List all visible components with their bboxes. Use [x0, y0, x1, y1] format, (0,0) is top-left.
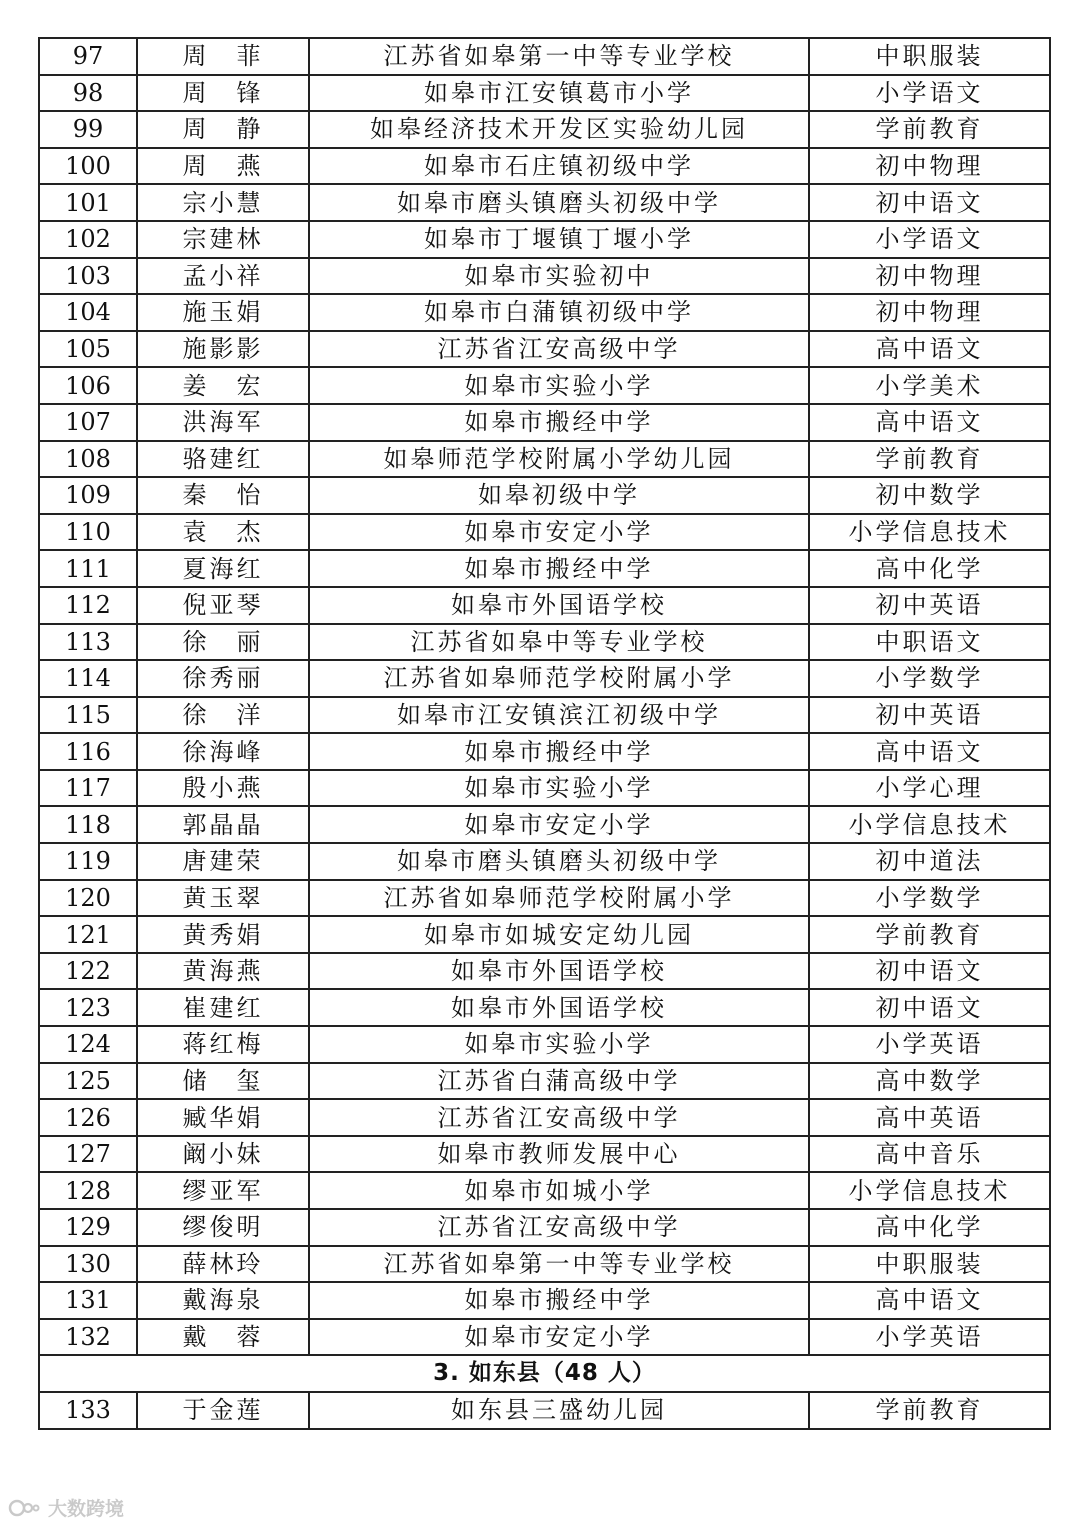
- row-number: 105: [39, 331, 137, 368]
- row-number: 124: [39, 1026, 137, 1063]
- teacher-name: 臧华娟: [137, 1099, 309, 1136]
- table-row: [39, 221, 1050, 258]
- school-name: 如皋市实验小学: [309, 367, 809, 404]
- teacher-name: 殷小燕: [137, 770, 309, 807]
- row-number: 99: [39, 111, 137, 148]
- school-name: 江苏省江安高级中学: [309, 1209, 809, 1246]
- row-number: 117: [39, 770, 137, 807]
- table-row: [39, 1246, 1050, 1283]
- subject-name: 中职语文: [809, 624, 1050, 661]
- teacher-name: 唐建荣: [137, 843, 309, 880]
- subject-name: 中职服装: [809, 1246, 1050, 1283]
- subject-name: 高中化学: [809, 550, 1050, 587]
- subject-name: 小学语文: [809, 75, 1050, 112]
- row-number: 114: [39, 660, 137, 697]
- table-row: [39, 1282, 1050, 1319]
- school-name: 如皋市如城安定幼儿园: [309, 916, 809, 953]
- subject-name: 高中英语: [809, 1099, 1050, 1136]
- teacher-name: 周 燕: [137, 148, 309, 185]
- table-row: [39, 111, 1050, 148]
- row-number: 133: [39, 1392, 137, 1429]
- school-name: 如皋市丁堰镇丁堰小学: [309, 221, 809, 258]
- school-name: 如皋市搬经中学: [309, 1282, 809, 1319]
- teacher-name: 郭晶晶: [137, 806, 309, 843]
- teacher-name: 戴海泉: [137, 1282, 309, 1319]
- subject-name: 小学信息技术: [809, 1172, 1050, 1209]
- teacher-name: 蒋红梅: [137, 1026, 309, 1063]
- teacher-name: 宗小慧: [137, 184, 309, 221]
- table-row: [39, 587, 1050, 624]
- table-row: [39, 624, 1050, 661]
- table-row: [39, 916, 1050, 953]
- subject-name: 高中化学: [809, 1209, 1050, 1246]
- teacher-name: 徐海峰: [137, 733, 309, 770]
- row-number: 106: [39, 367, 137, 404]
- row-number: 120: [39, 880, 137, 917]
- school-name: 江苏省如皋第一中等专业学校: [309, 38, 809, 75]
- row-number: 110: [39, 514, 137, 551]
- subject-name: 学前教育: [809, 111, 1050, 148]
- table-row: [39, 148, 1050, 185]
- teacher-name: 夏海红: [137, 550, 309, 587]
- table-row: [39, 514, 1050, 551]
- table-row: [39, 1209, 1050, 1246]
- teacher-name: 薛林玲: [137, 1246, 309, 1283]
- row-number: 130: [39, 1246, 137, 1283]
- teacher-name: 戴 蓉: [137, 1319, 309, 1356]
- school-name: 如皋市搬经中学: [309, 733, 809, 770]
- table-row: [39, 1063, 1050, 1100]
- row-number: 115: [39, 697, 137, 734]
- subject-name: 高中数学: [809, 1063, 1050, 1100]
- teacher-name: 于金莲: [137, 1392, 309, 1429]
- table-row: [39, 477, 1050, 514]
- row-number: 131: [39, 1282, 137, 1319]
- subject-name: 小学美术: [809, 367, 1050, 404]
- table-row: [39, 989, 1050, 1026]
- subject-name: 高中音乐: [809, 1136, 1050, 1173]
- subject-name: 高中语文: [809, 404, 1050, 441]
- subject-name: 小学英语: [809, 1026, 1050, 1063]
- teacher-name: 施玉娟: [137, 294, 309, 331]
- table-row: [39, 331, 1050, 368]
- teacher-name: 施影影: [137, 331, 309, 368]
- teacher-name: 周 菲: [137, 38, 309, 75]
- table-row: [39, 1136, 1050, 1173]
- subject-name: 初中语文: [809, 953, 1050, 990]
- table-row: [39, 660, 1050, 697]
- teacher-name: 储 玺: [137, 1063, 309, 1100]
- teacher-name: 黄秀娟: [137, 916, 309, 953]
- subject-name: 小学数学: [809, 880, 1050, 917]
- subject-name: 初中语文: [809, 184, 1050, 221]
- school-name: 如皋市搬经中学: [309, 404, 809, 441]
- row-number: 108: [39, 441, 137, 478]
- section-header-row: [39, 1355, 1050, 1392]
- subject-name: 小学英语: [809, 1319, 1050, 1356]
- school-name: 如皋市白蒲镇初级中学: [309, 294, 809, 331]
- school-name: 如皋市外国语学校: [309, 989, 809, 1026]
- table-row: [39, 953, 1050, 990]
- table-row: [39, 806, 1050, 843]
- subject-name: 学前教育: [809, 1392, 1050, 1429]
- school-name: 江苏省白蒲高级中学: [309, 1063, 809, 1100]
- subject-name: 小学信息技术: [809, 806, 1050, 843]
- teacher-name: 徐 丽: [137, 624, 309, 661]
- school-name: 如皋市教师发展中心: [309, 1136, 809, 1173]
- subject-name: 学前教育: [809, 441, 1050, 478]
- table-row: [39, 1319, 1050, 1356]
- school-name: 江苏省如皋师范学校附属小学: [309, 880, 809, 917]
- row-number: 121: [39, 916, 137, 953]
- school-name: 如皋市江安镇葛市小学: [309, 75, 809, 112]
- row-number: 129: [39, 1209, 137, 1246]
- table-row: [39, 770, 1050, 807]
- school-name: 如皋市安定小学: [309, 514, 809, 551]
- table-row: [39, 880, 1050, 917]
- teacher-name: 宗建林: [137, 221, 309, 258]
- school-name: 如皋经济技术开发区实验幼儿园: [309, 111, 809, 148]
- row-number: 104: [39, 294, 137, 331]
- teacher-name: 洪海军: [137, 404, 309, 441]
- table-row: [39, 38, 1050, 75]
- row-number: 109: [39, 477, 137, 514]
- table-row: [39, 697, 1050, 734]
- row-number: 101: [39, 184, 137, 221]
- subject-name: 小学数学: [809, 660, 1050, 697]
- subject-name: 小学心理: [809, 770, 1050, 807]
- teacher-name: 倪亚琴: [137, 587, 309, 624]
- table-row: [39, 1172, 1050, 1209]
- row-number: 100: [39, 148, 137, 185]
- school-name: 江苏省如皋第一中等专业学校: [309, 1246, 809, 1283]
- teacher-name: 袁 杰: [137, 514, 309, 551]
- row-number: 112: [39, 587, 137, 624]
- school-name: 江苏省江安高级中学: [309, 331, 809, 368]
- table-row: [39, 367, 1050, 404]
- teacher-name: 阚小妹: [137, 1136, 309, 1173]
- table-row: [39, 404, 1050, 441]
- school-name: 如皋市磨头镇磨头初级中学: [309, 184, 809, 221]
- teacher-name: 秦 怡: [137, 477, 309, 514]
- school-name: 如皋初级中学: [309, 477, 809, 514]
- row-number: 132: [39, 1319, 137, 1356]
- section-title: 3. 如东县（48 人）: [39, 1355, 1050, 1392]
- subject-name: 小学信息技术: [809, 514, 1050, 551]
- row-number: 127: [39, 1136, 137, 1173]
- teacher-name: 徐 洋: [137, 697, 309, 734]
- row-number: 128: [39, 1172, 137, 1209]
- watermark-text: 大数跨境: [48, 1498, 125, 1520]
- row-number: 113: [39, 624, 137, 661]
- subject-name: 初中数学: [809, 477, 1050, 514]
- subject-name: 学前教育: [809, 916, 1050, 953]
- school-name: 如皋市江安镇滨江初级中学: [309, 697, 809, 734]
- school-name: 江苏省江安高级中学: [309, 1099, 809, 1136]
- table-row: [39, 258, 1050, 295]
- row-number: 107: [39, 404, 137, 441]
- table-row: [39, 184, 1050, 221]
- school-name: 如皋市安定小学: [309, 806, 809, 843]
- row-number: 119: [39, 843, 137, 880]
- teacher-name: 徐秀丽: [137, 660, 309, 697]
- teacher-name: 周 锋: [137, 75, 309, 112]
- school-name: 如皋市实验小学: [309, 770, 809, 807]
- row-number: 103: [39, 258, 137, 295]
- table-row: [39, 733, 1050, 770]
- table-row: [39, 1392, 1050, 1429]
- row-number: 111: [39, 550, 137, 587]
- teacher-name: 骆建红: [137, 441, 309, 478]
- row-number: 98: [39, 75, 137, 112]
- subject-name: 初中物理: [809, 294, 1050, 331]
- school-name: 江苏省如皋师范学校附属小学: [309, 660, 809, 697]
- subject-name: 高中语文: [809, 733, 1050, 770]
- table-row: [39, 294, 1050, 331]
- subject-name: 高中语文: [809, 331, 1050, 368]
- subject-name: 小学语文: [809, 221, 1050, 258]
- school-name: 如皋师范学校附属小学幼儿园: [309, 441, 809, 478]
- table-row: [39, 1026, 1050, 1063]
- row-number: 118: [39, 806, 137, 843]
- subject-name: 初中语文: [809, 989, 1050, 1026]
- school-name: 如皋市实验初中: [309, 258, 809, 295]
- teacher-name: 黄海燕: [137, 953, 309, 990]
- school-name: 如皋市外国语学校: [309, 587, 809, 624]
- subject-name: 初中英语: [809, 697, 1050, 734]
- school-name: 如皋市安定小学: [309, 1319, 809, 1356]
- brand-logo-icon: [8, 1497, 42, 1519]
- row-number: 97: [39, 38, 137, 75]
- row-number: 126: [39, 1099, 137, 1136]
- subject-name: 初中物理: [809, 148, 1050, 185]
- teacher-name: 黄玉翠: [137, 880, 309, 917]
- table-row: [39, 550, 1050, 587]
- teacher-name: 周 静: [137, 111, 309, 148]
- subject-name: 初中物理: [809, 258, 1050, 295]
- school-name: 如皋市如城小学: [309, 1172, 809, 1209]
- subject-name: 初中道法: [809, 843, 1050, 880]
- row-number: 102: [39, 221, 137, 258]
- table-row: [39, 75, 1050, 112]
- school-name: 如皋市石庄镇初级中学: [309, 148, 809, 185]
- subject-name: 高中语文: [809, 1282, 1050, 1319]
- watermark: [8, 1494, 124, 1521]
- row-number: 116: [39, 733, 137, 770]
- row-number: 123: [39, 989, 137, 1026]
- teacher-list-table: [38, 37, 1051, 1430]
- teacher-name: 缪俊明: [137, 1209, 309, 1246]
- table-row: [39, 441, 1050, 478]
- subject-name: 中职服装: [809, 38, 1050, 75]
- teacher-name: 姜 宏: [137, 367, 309, 404]
- school-name: 如皋市磨头镇磨头初级中学: [309, 843, 809, 880]
- school-name: 如皋市搬经中学: [309, 550, 809, 587]
- school-name: 如皋市外国语学校: [309, 953, 809, 990]
- teacher-name: 孟小祥: [137, 258, 309, 295]
- teacher-name: 崔建红: [137, 989, 309, 1026]
- teacher-name: 缪亚军: [137, 1172, 309, 1209]
- school-name: 江苏省如皋中等专业学校: [309, 624, 809, 661]
- subject-name: 初中英语: [809, 587, 1050, 624]
- table-row: [39, 1099, 1050, 1136]
- row-number: 122: [39, 953, 137, 990]
- table-row: [39, 843, 1050, 880]
- school-name: 如皋市实验小学: [309, 1026, 809, 1063]
- school-name: 如东县三盛幼儿园: [309, 1392, 809, 1429]
- table-body: [39, 38, 1050, 1429]
- row-number: 125: [39, 1063, 137, 1100]
